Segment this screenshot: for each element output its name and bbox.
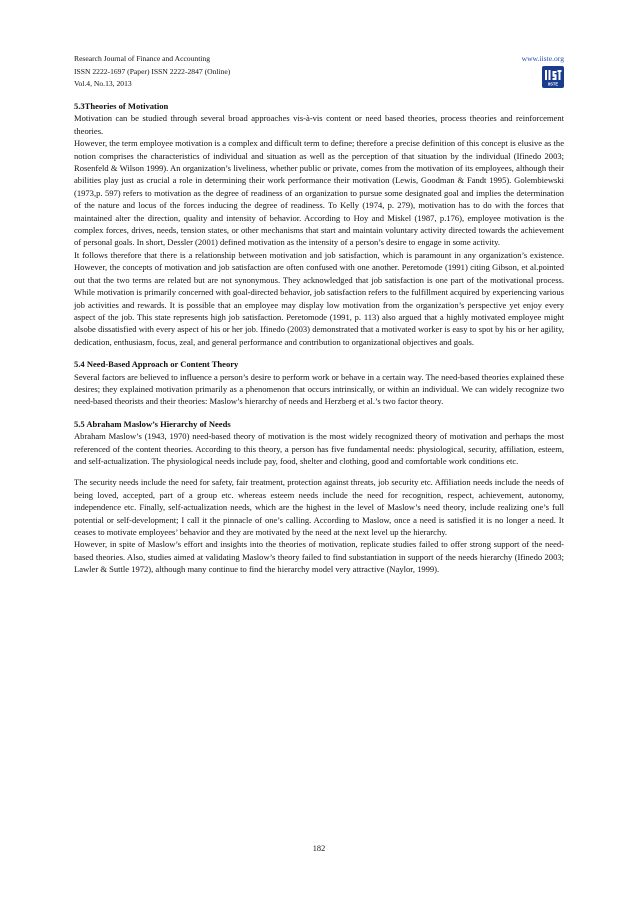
section-5-3-heading: 5.3Theories of Motivation [74,101,169,111]
section-5-4-heading: 5.4 Need-Based Approach or Content Theory [74,359,239,370]
journal-website-link[interactable]: www.iiste.org [521,54,564,63]
journal-header [74,53,564,99]
journal-issn: ISSN 2222-1697 (Paper) ISSN 2222-2847 (Online) [74,66,231,76]
section-5-5-paragraph-1: Abraham Maslow’s (1943, 1970) need-based theory of motivation is the most widely recognized theory of motivation and perhaps the most referenced of the content theories. According to this theory, a person has five fundamental needs: physiological, security, affiliation, esteem, and self-actualization. The physiological needs include pay, food, shelter and clothing, good and comfortable work conditions etc. [74,431,564,466]
section-5-5-heading: 5.5 Abraham Maslow’s Hierarchy of Needs [74,418,231,429]
section-5-3-paragraph-3: It follows therefore that there is a relationship between motivation and job satisfaction, which is paramount in any organization’s existence. However, the concepts of motivation and job satisfaction are often confused with one another. Peretomode (1991) citing Gibson, et al.pointed out that the two terms are related but are not synonymous. They acknowledged that job satisfaction is one part of the motivational process. While motivation is primarily concerned with goal-directed behavior, job satisfaction refers to the fulfillment acquired by experiencing various job activities and rewards. It is possible that an employee may display low motivation from the organization’s perspective yet enjoy every aspect of the job. This state represents high job satisfaction. Peretomode (1991, p. 113) also argued that a highly motivated employee might alsobe dissatisfied with every aspect of his or her job. Ifinedo (2003) demonstrated that a motivated worker is easy to spot by his or her agility, dedication, enthusiasm, focus, zeal, and general performance and contribution to organizational objectives and goals. [74,249,564,347]
iiste-logo [542,66,564,88]
section-5-3-paragraph-2: However, the term employee motivation is a complex and difficult term to define; therefore a precise definition of this concept is elusive as the notion comprises the characteristics of individual and situation as well as the perception of that situation by the individual (Ifinedo 2003; Rosenfeld & Wilson 1999). An organization’s liveliness, whether public or private, comes from the motivation of its employees, although their abilities play just as crucial a role in determining their work performance their motivation (Lewis, Goodman & Fandt 1995). Golembiewski (1973,p. 597) refers to motivation as the degree of readiness of an organization to pursue some designated goal and implies the determination of the nature and locus of the forces inducing the degree of readiness. To Kelly (1974, p. 279), motivation has to do with the forces that maintained alter the direction, quality and intensity of behavior. According to Hoy and Miskel (1987, p.176), employee motivation is the complex forces, drives, needs, tension states, or other mechanisms that start and maintain voluntary activity directed towards the achievement of personal goals. In short, Dessler (2001) defined motivation as the intensity of a person’s desire to engage in some activity. [74,138,564,248]
article-body [74,100,564,576]
section-5-3-paragraph-1: Motivation can be studied through several broad approaches vis-à-vis content or need based theories, process theories and reinforcement theories. [74,113,564,136]
journal-title: Research Journal of Finance and Accounting [74,54,211,63]
section-5-4-paragraph-1: Several factors are believed to influence a person’s desire to perform work or behave in a certain way. The need-based theories explained these desires; they explained motivation primarily as a phenomenon that occurs intrinsically, or within an individual. We can widely recognize two need-based theorists and their theories: Maslow’s hierarchy of needs and Herzberg et al.’s two factor theory. [74,371,564,407]
svg-text:IISTE: IISTE [547,81,559,87]
journal-volume: Vol.4, No.13, 2013 [74,79,132,88]
section-5-5-paragraph-2: The security needs include the need for safety, fair treatment, protection against threats, job security etc. Affiliation needs include the needs of being loved, accepted, part of a group etc. whereas esteem needs include the need for recognition, respect, achievement, autonomy, independence etc. Finally, self-actualization needs, which are the highest in the level of Maslow’s need theory, include realizing one’s full potential or self-development; I call it the pinnacle of one’s calling. According to Maslow, once a need is satisfied it is no longer a need. It ceases to motivate employees’ behavior and they are motivated by the need at the next level up the hierarchy. [74,477,564,537]
section-5-5-paragraph-3: However, in spite of Maslow’s effort and insights into the theories of motivation, replicate studies failed to offer strong support of the need-based theories. Also, studies aimed at validating Maslow’s theory failed to find substantiation in support of the needs hierarchy (Ifinedo 2003; Lawler & Suttle 1972), although many continue to find the hierarchy model very attractive (Naylor, 1999). [74,539,564,575]
page-number: 182 [312,844,326,853]
